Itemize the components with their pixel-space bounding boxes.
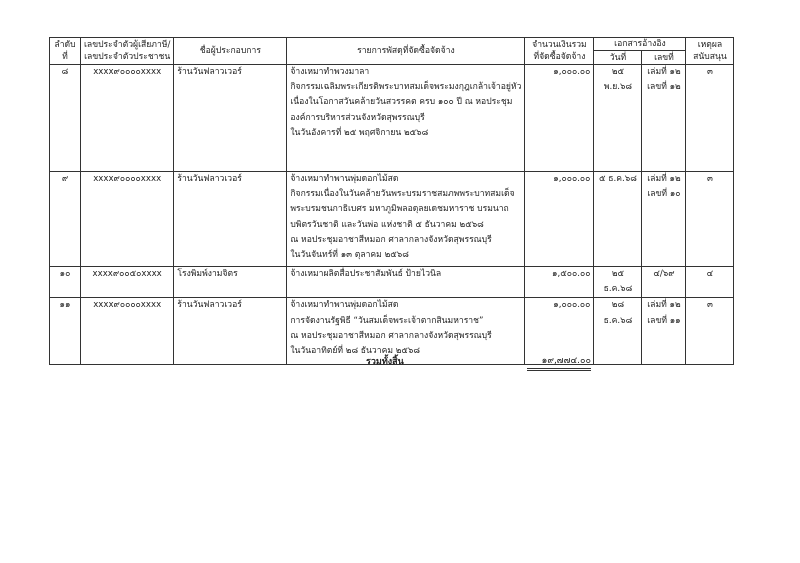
row-vendor: ร้านวันฟลาวเวอร์ [174,65,287,172]
item-line: จ้างเหมาผลิตสื่อประชาสัมพันธ์ ป้ายไวนิล [290,269,442,279]
row-ref-date: ๒๕ พ.ย.๖๘ [594,65,642,172]
item-line: พระบรมชนกาธิเบศร มหาภูมิพลอดุลยเดชมหาราช บรมนาถ [290,204,509,215]
header-taxid-line1: เลขประจำตัวผู้เสียภาษี/ [84,40,171,50]
ref-number-line: เลขที่ ๑๒ [647,82,681,93]
row-ref-number [642,65,686,172]
row-amount: ๑,๕๐๐.๐๐ [525,267,594,298]
row-ref-date: ๕ ธ.ค.๖๘ [594,172,642,267]
item-line: กิจกรรมเนื่องในวันคล้ายวันพระบรมราชสมภพพระบาทสมเด็จ [290,189,515,200]
header-ref-number: เลขที่ [642,51,686,65]
row-no: ๘ [50,65,81,172]
row-ref-date: ๒๘ ธ.ค.๖๘ [594,298,642,365]
row-amount: ๑,๐๐๐.๐๐ [525,172,594,267]
item-line: กิจกรรมเฉลิมพระเกียรติพระบาทสมเด็จพระมงกุฎเกล้าเจ้าอยู่หัว [290,82,522,93]
ref-number-line: ๔/๖๙ [653,269,675,279]
header-taxid-line2: เลขประจำตัวประชาชน [84,52,171,62]
row-taxid: xxxx๙๐๐๐๐xxxx [81,298,174,365]
total-label: รวมทั้งสิ้น [366,357,404,367]
table-row [50,65,734,172]
row-taxid: xxxx๙๐๐๕๐xxxx [81,267,174,298]
row-no: ๙ [50,172,81,267]
item-line: ในวันอังคารที่ ๒๕ พฤศจิกายน ๒๕๖๘ [290,127,429,138]
item-line: ในวันอาทิตย์ที่ ๒๘ ธันวาคม ๒๕๖๘ [290,346,420,357]
row-no: ๑๑ [50,298,81,365]
header-taxid [81,38,174,65]
row-taxid: xxxx๙๐๐๐๐xxxx [81,172,174,267]
procurement-table [49,37,734,365]
row-vendor: ร้านวันฟลาวเวอร์ [174,172,287,267]
row-ref-number [642,172,686,267]
row-amount: ๑,๐๐๐.๐๐ [525,65,594,172]
item-line: เนื่องในโอกาสวันคล้ายวันสวรรคต ครบ ๑๐๐ ปี ณ หอประชุม [290,97,513,108]
item-line: การจัดงานรัฐพิธี “วันสมเด็จพระเจ้าตากสินมหาราช” [290,315,484,326]
item-line: องค์การบริหารส่วนจังหวัดสุพรรณบุรี [290,112,425,123]
header-amount [525,38,594,65]
item-line: จ้างเหมาทำพานพุ่มดอกไม้สด [290,300,399,311]
header-item: รายการพัสดุที่จัดซื้อจัดจ้าง [287,38,525,65]
row-item [287,298,525,365]
row-vendor: โรงพิมพ์งามจิตร [174,267,287,298]
row-ref-number [642,267,686,298]
table-row [50,267,734,298]
total-amount: ๑๙,๗๗๔.๐๐ [527,353,591,371]
row-item [287,65,525,172]
ref-number-line: เลขที่ ๑๐ [647,189,681,200]
row-vendor: ร้านวันฟลาวเวอร์ [174,298,287,365]
item-line: จ้างเหมาทำพวงมาลา [290,67,370,77]
item-line: ณ หอประชุมอาชาสีหมอก ศาลากลางจังหวัดสุพรรณบุรี [290,234,492,245]
header-ref-date: วันที่ [594,51,642,65]
ref-number-line: เล่มที่ ๑๒ [647,300,681,311]
ref-number-line: เลขที่ ๑๑ [647,315,681,326]
row-item [287,172,525,267]
row-reason: ๓ [686,172,734,267]
header-vendor: ชื่อผู้ประกอบการ [174,38,287,65]
ref-number-line: เล่มที่ ๑๒ [647,67,681,77]
row-reason: ๓ [686,65,734,172]
row-taxid: xxxx๙๐๐๐๐xxxx [81,65,174,172]
row-item [287,267,525,298]
header-reason: เหตุผลสนับสนุน [686,38,734,65]
row-ref-number [642,298,686,365]
item-line: จ้างเหมาทำพานพุ่มดอกไม้สด [290,174,399,184]
table-row [50,172,734,267]
header-amount-line1: จำนวนเงินรวม [532,40,587,50]
item-line: ในวันจันทร์ที่ ๑๓ ตุลาคม ๒๕๖๘ [290,250,409,261]
item-line: ณ หอประชุมอาชาสีหมอก ศาลากลางจังหวัดสุพรรณบุรี [290,330,492,341]
row-reason: ๔ [686,267,734,298]
header-no: ลำดับที่ [50,38,81,65]
ref-number-line: เล่มที่ ๑๒ [647,174,681,184]
header-amount-line2: ที่จัดซื้อจัดจ้าง [533,52,586,62]
header-ref-doc: เอกสารอ้างอิง [594,38,686,51]
row-amount: ๑,๐๐๐.๐๐ [525,298,594,365]
row-reason: ๓ [686,298,734,365]
row-no: ๑๐ [50,267,81,298]
row-ref-date: ๒๕ ธ.ค.๖๘ [594,267,642,298]
item-line: บพิตรวันชาติ และวันพ่อ แห่งชาติ ๕ ธันวาคม ๒๕๖๘ [290,219,484,230]
